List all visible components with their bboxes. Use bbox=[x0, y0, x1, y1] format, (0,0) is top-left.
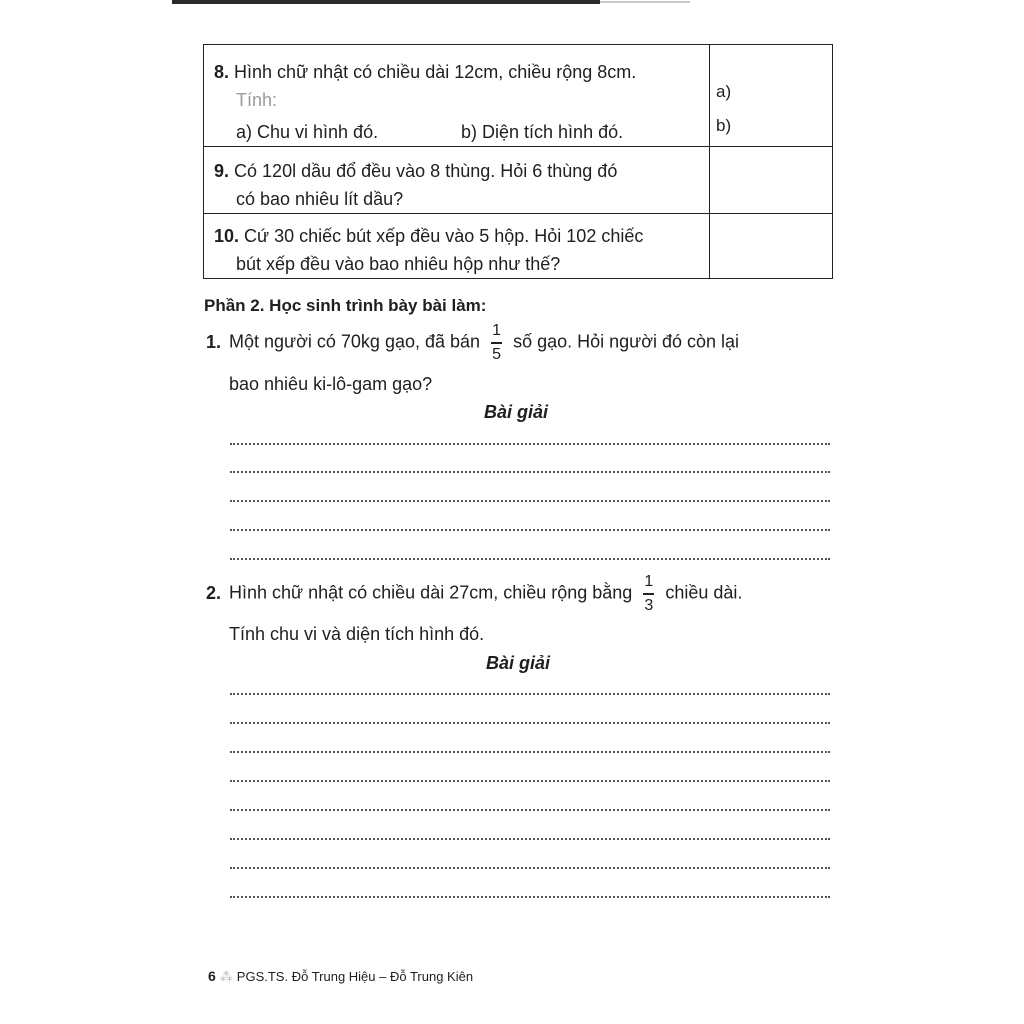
fraction bbox=[643, 573, 654, 615]
fraction-bar bbox=[491, 342, 502, 344]
problem-text: số gạo. Hỏi người đó còn lại bbox=[513, 331, 740, 352]
top-rule bbox=[172, 0, 600, 4]
question-text: Cứ 30 chiếc bút xếp đều vào 5 hộp. Hỏi 102 chiếc bbox=[244, 226, 644, 246]
answer-line[interactable] bbox=[230, 500, 830, 502]
problem-2 bbox=[206, 573, 742, 615]
question-text: bút xếp đều vào bao nhiêu hộp như thế? bbox=[236, 254, 561, 274]
problem-text: Tính chu vi và diện tích hình đó. bbox=[229, 624, 485, 644]
answer-line[interactable] bbox=[230, 751, 830, 753]
answer-line[interactable] bbox=[230, 722, 830, 724]
problem-number: 2. bbox=[206, 582, 222, 603]
answer-line[interactable] bbox=[230, 471, 830, 473]
question-cell-8 bbox=[204, 45, 710, 147]
answer-label-b: b) bbox=[716, 116, 732, 135]
section-heading: Phần 2. Học sinh trình bày bài làm: bbox=[204, 296, 487, 315]
problem-text: Hình chữ nhật có chiều dài 27cm, chiều rộng bằng bbox=[229, 582, 633, 603]
problem-text: chiều dài. bbox=[665, 582, 743, 603]
problem-text: bao nhiêu ki-lô-gam gạo? bbox=[229, 374, 433, 394]
top-rule-fade bbox=[600, 1, 690, 3]
table-row bbox=[204, 214, 833, 279]
page-number: 6 bbox=[208, 968, 216, 984]
answer-line[interactable] bbox=[230, 838, 830, 840]
answer-line[interactable] bbox=[230, 558, 830, 560]
question-text: Tính: bbox=[236, 90, 278, 110]
answer-line[interactable] bbox=[230, 809, 830, 811]
author-credit: PGS.TS. Đỗ Trung Hiệu – Đỗ Trung Kiên bbox=[236, 969, 474, 984]
table-row bbox=[204, 45, 833, 147]
question-number: 9. bbox=[214, 161, 230, 181]
question-number: 8. bbox=[214, 62, 230, 82]
answer-line[interactable] bbox=[230, 529, 830, 531]
question-table bbox=[203, 44, 833, 279]
question-text: Có 120l dầu đổ đều vào 8 thùng. Hỏi 6 thùng đó bbox=[234, 161, 618, 181]
fraction-numerator: 1 bbox=[644, 573, 654, 590]
question-cell-9 bbox=[204, 147, 710, 214]
fraction-denominator: 3 bbox=[644, 596, 654, 614]
fraction-bar bbox=[643, 593, 654, 595]
question-text: có bao nhiêu lít dầu? bbox=[236, 189, 404, 209]
fraction-numerator: 1 bbox=[492, 322, 501, 339]
problem-number: 1. bbox=[206, 331, 222, 352]
answer-line[interactable] bbox=[230, 896, 830, 898]
fraction-denominator: 5 bbox=[492, 345, 501, 363]
answer-line[interactable] bbox=[230, 443, 830, 445]
table-row bbox=[204, 147, 833, 214]
answer-line[interactable] bbox=[230, 867, 830, 869]
problem-1 bbox=[206, 322, 739, 364]
question-part-b: b) Diện tích hình đó. bbox=[461, 122, 624, 142]
solution-title: Bài giải bbox=[486, 653, 551, 673]
question-number: 10. bbox=[214, 226, 240, 246]
answer-line[interactable] bbox=[230, 780, 830, 782]
answer-cell-10[interactable] bbox=[710, 214, 833, 279]
problem-text: Một người có 70kg gạo, đã bán bbox=[229, 331, 481, 352]
fraction bbox=[491, 322, 502, 364]
answer-line[interactable] bbox=[230, 693, 830, 695]
ornament-icon: ⁂ bbox=[219, 969, 233, 984]
answer-label-a: a) bbox=[716, 82, 732, 101]
answer-cell-9[interactable] bbox=[710, 147, 833, 214]
question-text: Hình chữ nhật có chiều dài 12cm, chiều rộng 8cm. bbox=[234, 62, 637, 82]
page-footer bbox=[208, 968, 473, 985]
question-cell-10 bbox=[204, 214, 710, 279]
solution-title: Bài giải bbox=[484, 402, 549, 422]
question-part-a: a) Chu vi hình đó. bbox=[236, 122, 379, 142]
